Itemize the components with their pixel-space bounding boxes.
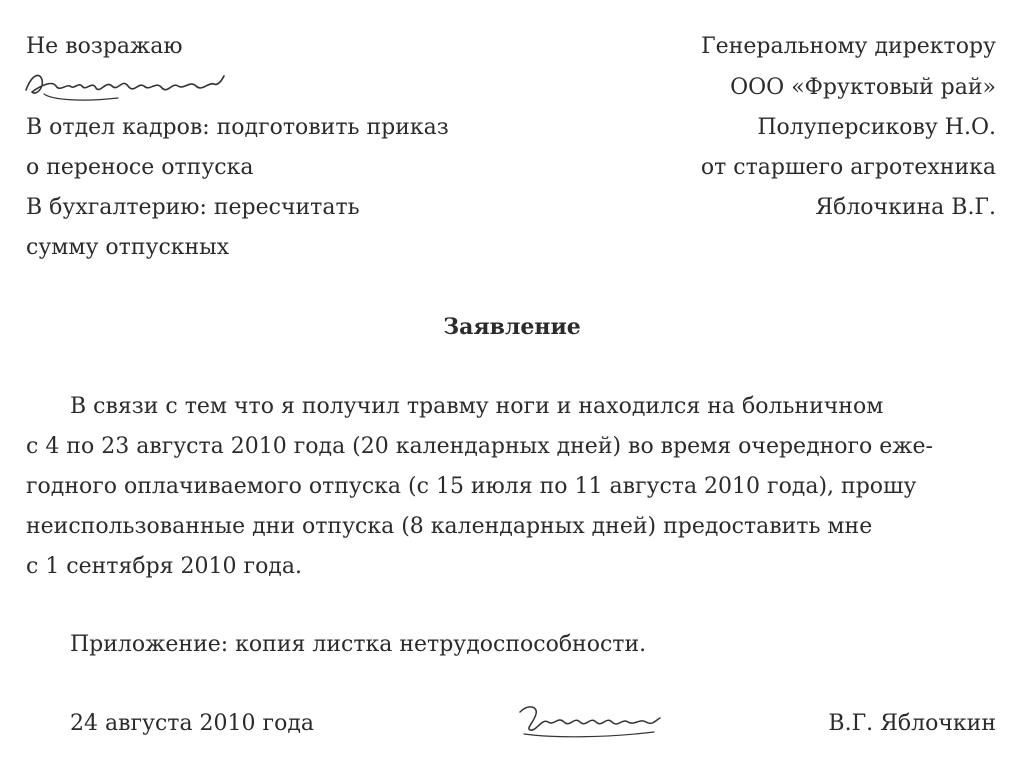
resolution-line-1: Не возражаю — [26, 34, 183, 59]
addressee-line-4: от старшего агротехника — [700, 155, 996, 180]
document-date: 24 августа 2010 года — [70, 711, 314, 736]
body-line-4: неиспользованные дни отпуска (8 календарных дней) предоставить мне — [26, 514, 873, 539]
resolution-line-2: В отдел кадров: подготовить приказ — [26, 115, 449, 140]
resolution-line-3: о переносе отпуска — [26, 155, 254, 180]
body-line-1: В связи с тем что я получил травму ноги и находился на больничном — [70, 394, 884, 419]
resolution-line-4: В бухгалтерию: пересчитать — [26, 195, 360, 220]
addressee-line-2: ООО «Фруктовый рай» — [730, 75, 996, 100]
addressee-line-3: Полуперсикову Н.О. — [757, 115, 996, 140]
addressee-line-1: Генеральному директору — [701, 34, 996, 59]
director-signature — [22, 66, 227, 106]
signer-name: В.Г. Яблочкин — [828, 711, 996, 736]
body-line-2: с 4 по 23 августа 2010 года (20 календарных дней) во время очередного еже- — [26, 434, 933, 459]
addressee-line-5: Яблочкина В.Г. — [815, 195, 996, 220]
body-line-3: годного оплачиваемого отпуска (с 15 июля по 11 августа 2010 года), прошу — [26, 474, 917, 499]
resolution-line-5: сумму отпускных — [26, 235, 230, 260]
document-title: Заявление — [443, 314, 581, 340]
applicant-signature — [514, 700, 664, 742]
attachment-note: Приложение: копия листка нетрудоспособности. — [70, 632, 647, 657]
body-line-5: с 1 сентября 2010 года. — [26, 554, 302, 579]
